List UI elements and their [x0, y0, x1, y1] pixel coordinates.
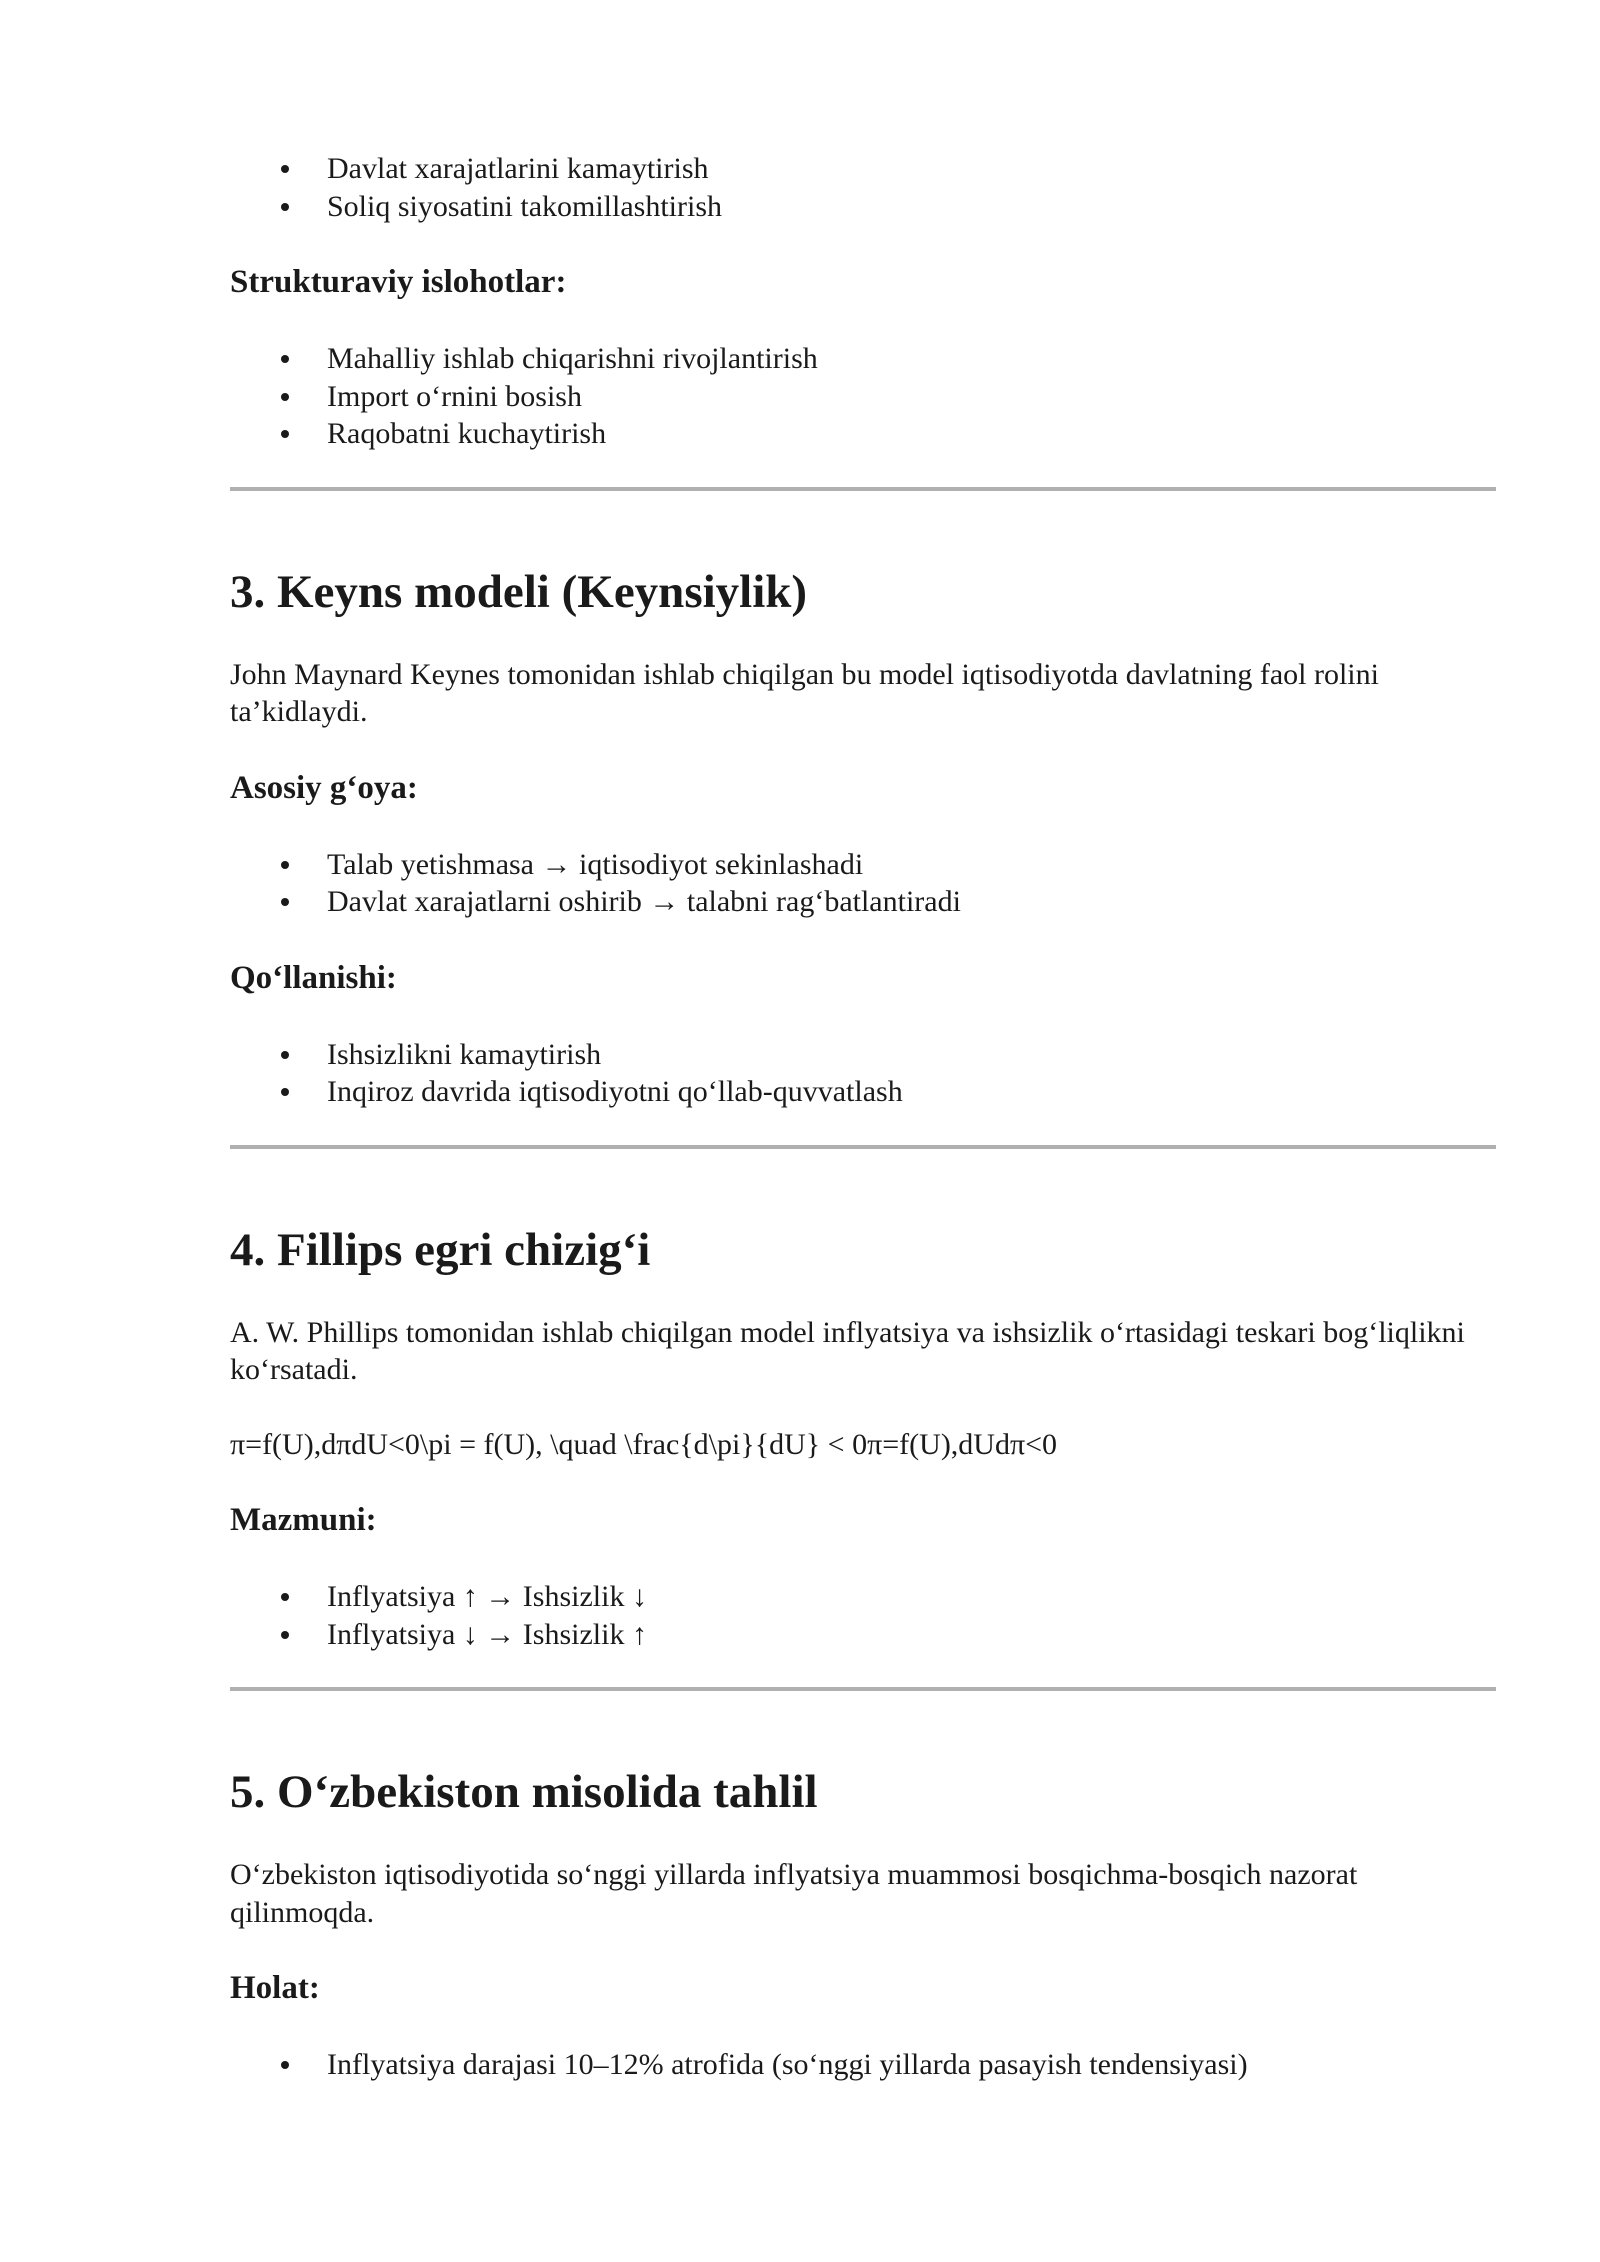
content-list — [230, 1578, 1496, 1653]
list-item: Raqobatni kuchaytirish — [230, 415, 1496, 453]
list-item: Soliq siyosatini takomillashtirish — [230, 188, 1496, 226]
main-idea-list — [230, 846, 1496, 921]
main-idea-heading: Asosiy g‘oya: — [230, 769, 418, 806]
list-item: Import o‘rnini bosish — [230, 378, 1496, 416]
list-item: Inqiroz davrida iqtisodiyotni qo‘llab-quvvatlash — [230, 1073, 1496, 1111]
list-item: Inflyatsiya darajasi 10–12% atrofida (so‘nggi yillarda pasayish tendensiyasi) — [230, 2046, 1496, 2084]
state-heading: Holat: — [230, 1970, 320, 2006]
structural-reforms-heading: Strukturaviy islohotlar: — [230, 264, 567, 300]
state-list — [230, 2046, 1496, 2084]
fiscal-measures-list — [230, 150, 1496, 225]
section-3-title: 3. Keyns modeli (Keynsiylik) — [230, 565, 808, 618]
list-item: Talab yetishmasa → iqtisodiyot sekinlashadi — [230, 846, 1496, 884]
section-5-intro: O‘zbekiston iqtisodiyotida so‘nggi yillarda inflyatsiya muammosi bosqichma-bosqich nazorat qilinmoqda. — [230, 1858, 1358, 1929]
document-page — [230, 150, 1496, 2084]
section-4-intro: A. W. Phillips tomonidan ishlab chiqilgan model inflyatsiya va ishsizlik o‘rtasidagi teskari bog‘liqlikni ko‘rsatadi. — [230, 1315, 1465, 1386]
usage-list — [230, 1036, 1496, 1111]
list-item: Ishsizlikni kamaytirish — [230, 1036, 1496, 1074]
list-item: Inflyatsiya ↓ → Ishsizlik ↑ — [230, 1616, 1496, 1654]
section-3-intro: John Maynard Keynes tomonidan ishlab chiqilgan bu model iqtisodiyotda davlatning faol rolini ta’kidlaydi. — [230, 657, 1379, 728]
list-item: Davlat xarajatlarini kamaytirish — [230, 150, 1496, 188]
list-item: Inflyatsiya ↑ → Ishsizlik ↓ — [230, 1578, 1496, 1616]
content-heading: Mazmuni: — [230, 1502, 377, 1538]
section-4-title: 4. Fillips egri chizig‘i — [230, 1223, 651, 1276]
usage-heading: Qo‘llanishi: — [230, 959, 397, 996]
section-5-title: 5. O‘zbekiston misolida tahlil — [230, 1766, 818, 1818]
structural-reforms-list — [230, 340, 1496, 453]
list-item: Davlat xarajatlarni oshirib → talabni rag‘batlantiradi — [230, 883, 1496, 921]
list-item: Mahalliy ishlab chiqarishni rivojlantirish — [230, 340, 1496, 378]
phillips-formula: π=f(U),dπdU<0\pi = f(U), \quad \frac{d\pi}{dU} < 0π=f(U),dUdπ<0 — [230, 1427, 1058, 1461]
